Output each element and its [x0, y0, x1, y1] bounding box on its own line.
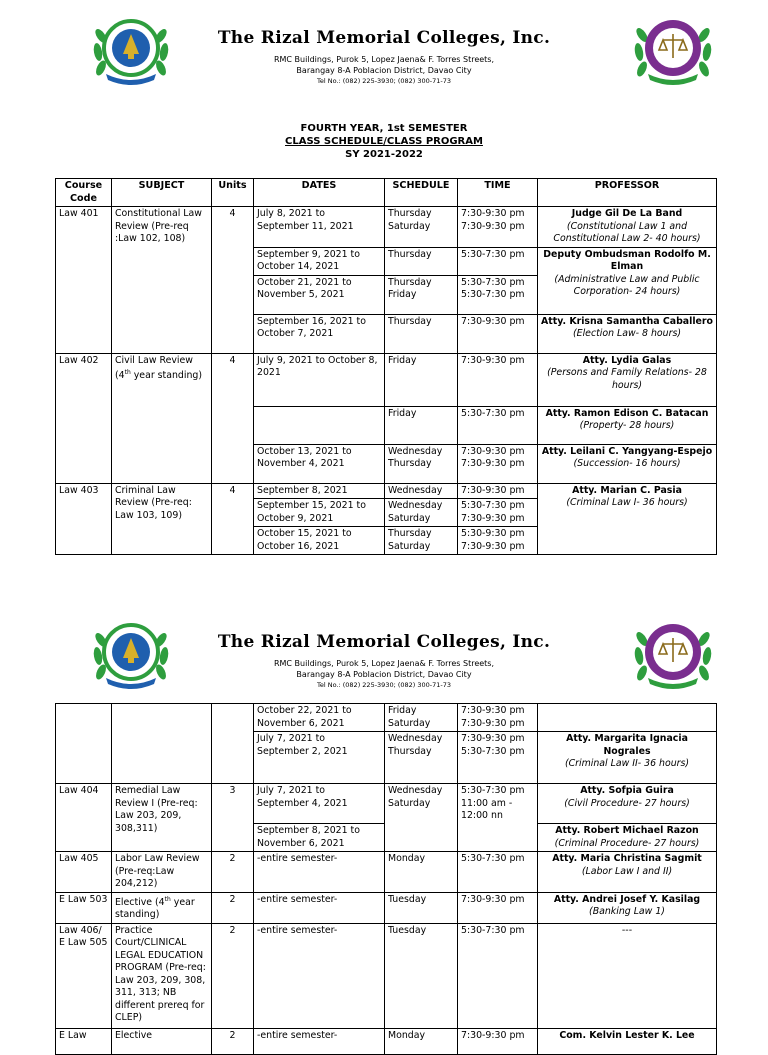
professor-name: Atty. Leilani C. Yangyang-Espejo — [541, 445, 713, 457]
units: 2 — [212, 1028, 254, 1054]
professor — [538, 704, 717, 732]
table-row — [56, 207, 717, 248]
professor — [538, 406, 717, 444]
professor — [538, 852, 717, 893]
header-course-code: Course Code — [56, 179, 112, 207]
institution-telephone: Tel No.: (082) 225-3930; (082) 300-71-73 — [316, 681, 452, 689]
header-dates: DATES — [254, 179, 385, 207]
time: 5:30-7:30 pm 5:30-7:30 pm — [458, 275, 538, 314]
dates: -entire semester- — [254, 852, 385, 893]
time: 7:30-9:30 pm — [458, 892, 538, 923]
schedule: Tuesday — [385, 923, 458, 1028]
schedule: Thursday Saturday — [385, 207, 458, 248]
course-code: E Law — [56, 1028, 112, 1054]
subject: Constitutional Law Review (Pre-req :Law 102, 108) — [112, 207, 212, 354]
professor-name: Atty. Maria Christina Sagmit — [552, 853, 702, 864]
course-code: Law 406/ E Law 505 — [56, 923, 112, 1028]
time: 5:30-7:30 pm — [458, 852, 538, 893]
time: 5:30-7:30 pm — [458, 406, 538, 444]
professor-name: Atty. Sofpia Guira — [580, 785, 674, 796]
subject: Elective — [112, 1028, 212, 1054]
dates — [254, 406, 385, 444]
professor — [538, 824, 717, 852]
time: 5:30-9:30 pm 7:30-9:30 pm — [458, 527, 538, 555]
schedule: Monday — [385, 852, 458, 893]
units — [212, 704, 254, 784]
header-time: TIME — [458, 179, 538, 207]
dates: September 16, 2021 to October 7, 2021 — [254, 314, 385, 353]
subject: Labor Law Review (Pre-req:Law 204,212) — [112, 852, 212, 893]
professor — [538, 207, 717, 248]
institution-telephone: Tel No.: (082) 225-3930; (082) 300-71-73 — [316, 77, 452, 85]
course-code — [56, 704, 112, 784]
professor-name: Judge Gil De La Band — [571, 208, 683, 219]
document-title-sy: SY 2021-2022 — [345, 149, 423, 160]
time: 5:30-7:30 pm 11:00 am - 12:00 nn — [458, 784, 538, 852]
dates: -entire semester- — [254, 1028, 385, 1054]
professor-name: Atty. Krisna Samantha Caballero — [541, 315, 713, 327]
schedule: Friday — [385, 353, 458, 406]
units: 4 — [212, 207, 254, 354]
time: 5:30-7:30 pm — [458, 923, 538, 1028]
institution-name: The Rizal Memorial Colleges, Inc. — [217, 632, 551, 652]
professor-name: Atty. Margarita Ignacia Nograles — [566, 733, 688, 757]
course-code: Law 405 — [56, 852, 112, 893]
table-row — [56, 353, 717, 406]
subject — [112, 704, 212, 784]
schedule: Wednesday Thursday — [385, 732, 458, 784]
professor-name: Atty. Robert Michael Razon — [555, 825, 699, 836]
header-schedule: SCHEDULE — [385, 179, 458, 207]
time: 7:30-9:30 pm 7:30-9:30 pm — [458, 704, 538, 732]
dates: -entire semester- — [254, 923, 385, 1028]
professor — [538, 1028, 717, 1054]
table-row — [56, 483, 717, 499]
professor — [538, 784, 717, 824]
professor-name: Atty. Andrei Josef Y. Kasilag — [553, 893, 701, 905]
professor-subject-detail: (Constitutional Law 1 and Constitutional Law 2- 40 hours) — [553, 220, 701, 244]
institution-name: The Rizal Memorial Colleges, Inc. — [217, 28, 551, 48]
dates: -entire semester- — [254, 892, 385, 923]
table-row — [56, 1028, 717, 1054]
time: 7:30-9:30 pm 7:30-9:30 pm — [458, 207, 538, 248]
institution-address-line-2: Barangay 8-A Poblacion District, Davao City — [296, 670, 472, 679]
professor-subject-detail: (Criminal Law II- 36 hours) — [564, 758, 690, 769]
table-row — [56, 704, 717, 732]
subject: Civil Law Review (4th year standing) — [112, 353, 212, 483]
schedule: Wednesday — [385, 483, 458, 499]
professor-name: Deputy Ombudsman Rodolfo M. Elman — [543, 248, 711, 272]
professor — [538, 444, 717, 483]
page-header-2 — [0, 604, 768, 704]
institution-address-line-2: Barangay 8-A Poblacion District, Davao City — [296, 66, 472, 75]
dates: July 8, 2021 to September 11, 2021 — [254, 207, 385, 248]
professor-subject-detail: (Labor Law I and II) — [581, 865, 673, 877]
schedule: Tuesday — [385, 892, 458, 923]
time: 7:30-9:30 pm — [458, 1028, 538, 1054]
professor — [538, 483, 717, 555]
subject: Practice Court/CLINICAL LEGAL EDUCATION PROGRAM (Pre-req: Law 203, 209, 308, 311, 313; NB different prereq for CLEP) — [112, 923, 212, 1028]
professor — [538, 353, 717, 406]
schedule: Monday — [385, 1028, 458, 1054]
professor-name: Atty. Marian C. Pasia — [572, 484, 682, 496]
time: 7:30-9:30 pm 7:30-9:30 pm — [458, 444, 538, 483]
subject: Criminal Law Review (Pre-req: Law 103, 109) — [112, 483, 212, 555]
professor — [538, 314, 717, 353]
course-code: Law 403 — [56, 483, 112, 555]
schedule-table-1 — [55, 178, 717, 555]
dates: September 8, 2021 to November 6, 2021 — [254, 824, 385, 852]
schedule: Wednesday Saturday — [385, 499, 458, 527]
schedule-table-2 — [55, 703, 717, 1055]
header-professor: PROFESSOR — [538, 179, 717, 207]
subject: Elective (4th year standing) — [112, 892, 212, 923]
course-code: Law 402 — [56, 353, 112, 483]
professor-subject-detail: (Property- 28 hours) — [579, 420, 675, 431]
dates: October 15, 2021 to October 16, 2021 — [254, 527, 385, 555]
header-units: Units — [212, 179, 254, 207]
units: 2 — [212, 892, 254, 923]
professor-subject-detail: (Criminal Procedure- 27 hours) — [554, 837, 700, 849]
units: 4 — [212, 353, 254, 483]
schedule: Friday Saturday — [385, 704, 458, 732]
time: 5:30-7:30 pm 7:30-9:30 pm — [458, 499, 538, 527]
course-code: Law 401 — [56, 207, 112, 354]
professor — [538, 732, 717, 784]
institution-address-line-1: RMC Buildings, Purok 5, Lopez Jaena& F. Torres Streets, — [273, 659, 495, 668]
dates: July 7, 2021 to September 2, 2021 — [254, 732, 385, 784]
professor-subject-detail: (Succession- 16 hours) — [573, 458, 681, 469]
units: 4 — [212, 483, 254, 555]
table-row — [56, 852, 717, 893]
units: 2 — [212, 923, 254, 1028]
units: 2 — [212, 852, 254, 893]
subject: Remedial Law Review I (Pre-req: Law 203, 209, 308,311) — [112, 784, 212, 852]
professor-name: Atty. Ramon Edison C. Batacan — [545, 407, 709, 419]
dates: July 7, 2021 to September 4, 2021 — [254, 784, 385, 824]
page-header-1 — [0, 0, 768, 100]
time: 7:30-9:30 pm — [458, 353, 538, 406]
table-header-row — [56, 179, 717, 207]
course-code: Law 404 — [56, 784, 112, 852]
schedule: Thursday Saturday — [385, 527, 458, 555]
professor-subject-detail: (Banking Law 1) — [589, 906, 665, 917]
professor — [538, 892, 717, 923]
dates: October 13, 2021 to November 4, 2021 — [254, 444, 385, 483]
schedule: Wednesday Thursday — [385, 444, 458, 483]
professor-subject-detail: (Criminal Law I- 36 hours) — [566, 497, 688, 508]
professor-subject-detail: (Civil Procedure- 27 hours) — [564, 797, 690, 809]
time: 7:30-9:30 pm 5:30-7:30 pm — [458, 732, 538, 784]
dates: July 9, 2021 to October 8, 2021 — [254, 353, 385, 406]
table-row — [56, 784, 717, 824]
schedule: Thursday — [385, 314, 458, 353]
professor — [538, 923, 717, 1028]
document-title-year: FOURTH YEAR, 1st SEMESTER — [300, 123, 468, 134]
dates: September 8, 2021 — [254, 483, 385, 499]
time: 7:30-9:30 pm — [458, 314, 538, 353]
professor-subject-detail: (Election Law- 8 hours) — [572, 328, 681, 339]
professor-subject-detail: (Persons and Family Relations- 28 hours) — [547, 367, 707, 391]
time: 7:30-9:30 pm — [458, 483, 538, 499]
professor — [538, 247, 717, 314]
dates: September 15, 2021 to October 9, 2021 — [254, 499, 385, 527]
course-code: E Law 503 — [56, 892, 112, 923]
schedule: Thursday — [385, 247, 458, 275]
table-row — [56, 923, 717, 1028]
table-row — [56, 892, 717, 923]
schedule: Friday — [385, 406, 458, 444]
professor-subject-detail: (Administrative Law and Public Corporation- 24 hours) — [554, 273, 700, 297]
header-subject: SUBJECT — [112, 179, 212, 207]
units: 3 — [212, 784, 254, 852]
dates: September 9, 2021 to October 14, 2021 — [254, 247, 385, 275]
schedule: Wednesday Saturday — [385, 784, 458, 852]
professor-name: Atty. Lydia Galas — [582, 354, 672, 366]
dates: October 22, 2021 to November 6, 2021 — [254, 704, 385, 732]
schedule: Thursday Friday — [385, 275, 458, 314]
time: 5:30-7:30 pm — [458, 247, 538, 275]
institution-address-line-1: RMC Buildings, Purok 5, Lopez Jaena& F. Torres Streets, — [273, 55, 495, 64]
dates: October 21, 2021 to November 5, 2021 — [254, 275, 385, 314]
professor-name: --- — [621, 924, 633, 936]
document-title-program: CLASS SCHEDULE/CLASS PROGRAM — [285, 136, 483, 147]
professor-name: Com. Kelvin Lester K. Lee — [559, 1029, 695, 1041]
